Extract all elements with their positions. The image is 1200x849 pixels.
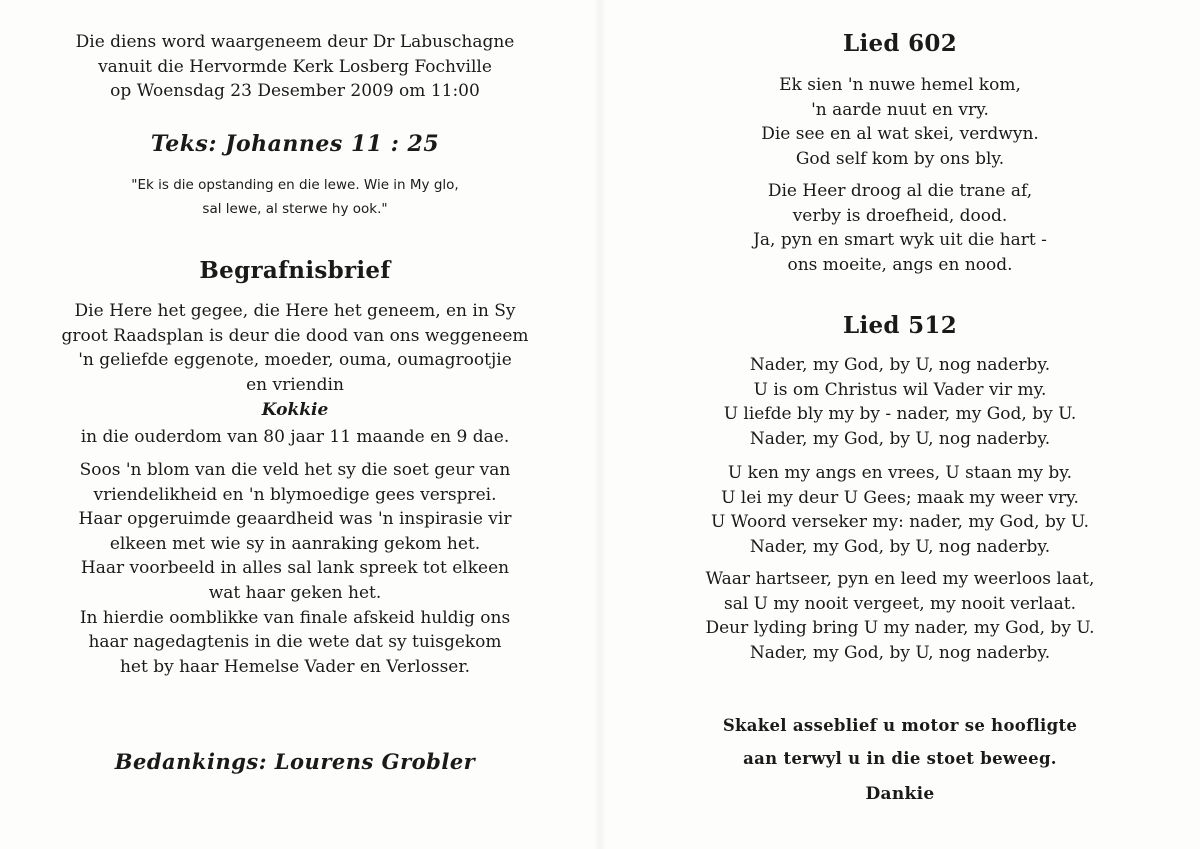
letter-line: Haar voorbeeld in alles sal lank spreek tot elkeen xyxy=(80,558,510,579)
letter-line: Die Here het gegee, die Here het geneem, en in Sy xyxy=(74,301,516,321)
letter-line: wat haar geken het. xyxy=(208,582,382,603)
age-line: in die ouderdom van 80 jaar 11 maande en 9 dae. xyxy=(80,427,510,447)
scripture-heading: Teks: Johannes 11 : 25 xyxy=(150,131,440,157)
verse-line: U Woord verseker my: nader, my God, by U. xyxy=(710,512,1090,533)
letter-line: 'n geliefde eggenote, moeder, ouma, oumagrootjie xyxy=(78,350,512,371)
letter-line: vriendelikheid en 'n blymoedige gees versprei. xyxy=(93,484,497,505)
intro-line: Die diens word waargeneem deur Dr Labuschagne xyxy=(75,32,515,52)
verse-line: Deur lyding bring U my nader, my God, by U. xyxy=(705,618,1095,639)
hymn-512-verse-2 xyxy=(600,461,1200,559)
hymn-602-verse-1 xyxy=(600,73,1200,171)
quote-line: sal lewe, al sterwe hy ook." xyxy=(202,201,388,217)
service-intro xyxy=(0,30,590,104)
verse-line: Die see en al wat skei, verdwyn. xyxy=(761,124,1039,145)
verse-line: U lei my deur U Gees; maak my weer vry. xyxy=(721,487,1079,508)
verse-line: Nader, my God, by U, nog naderby. xyxy=(749,642,1051,663)
intro-line: vanuit die Hervormde Kerk Losberg Fochville xyxy=(98,56,492,77)
verse-line: Nader, my God, by U, nog naderby. xyxy=(749,428,1051,449)
verse-line: Nader, my God, by U, nog naderby. xyxy=(749,536,1051,557)
verse-line: Ek sien 'n nuwe hemel kom, xyxy=(779,75,1021,95)
verse-line: Waar hartseer, pyn en leed my weerloos laat, xyxy=(705,569,1095,589)
letter-line: elkeen met wie sy in aanraking gekom het. xyxy=(109,533,481,554)
headlights-notice xyxy=(600,709,1200,775)
letter-line: en vriendin xyxy=(246,374,344,395)
notice-line: aan terwyl u in die stoet beweeg. xyxy=(743,749,1057,768)
letter-heading: Begrafnisbrief xyxy=(199,257,391,284)
hymn-602-title: Lied 602 xyxy=(842,30,958,57)
verse-line: Nader, my God, by U, nog naderby. xyxy=(749,355,1051,375)
hymn-512-verse-3 xyxy=(600,567,1200,665)
notice-line: Skakel asseblief u motor se hoofligte xyxy=(722,716,1078,735)
left-page xyxy=(0,0,590,849)
letter-line: haar nagedagtenis in die wete dat sy tuisgekom xyxy=(88,632,502,653)
letter-line: groot Raadsplan is deur die dood van ons weggeneem xyxy=(61,325,529,346)
verse-line: 'n aarde nuut en vry. xyxy=(811,99,989,120)
letter-line: In hierdie oomblikke van finale afskeid huldig ons xyxy=(79,607,511,628)
verse-line: U ken my angs en vrees, U staan my by. xyxy=(727,463,1073,483)
verse-line: Ja, pyn en smart wyk uit die hart - xyxy=(753,230,1047,251)
intro-line: op Woensdag 23 Desember 2009 om 11:00 xyxy=(110,81,480,102)
verse-line: sal U my nooit vergeet, my nooit verlaat. xyxy=(723,593,1077,614)
verse-line: God self kom by ons bly. xyxy=(795,148,1005,169)
verse-line: U liefde bly my by - nader, my God, by U. xyxy=(723,404,1077,425)
hymn-512-title: Lied 512 xyxy=(842,312,958,339)
letter-line: Haar opgeruimde geaardheid was 'n inspirasie vir xyxy=(78,509,512,530)
letter-paragraph-1 xyxy=(0,299,590,397)
acknowledgements: Bedankings: Lourens Grobler xyxy=(114,749,476,774)
right-page xyxy=(600,0,1200,849)
thank-you: Dankie xyxy=(865,784,935,804)
hymn-512-verse-1 xyxy=(600,353,1200,451)
letter-paragraph-2 xyxy=(0,458,590,679)
letter-line: Soos 'n blom van die veld het sy die soet geur van xyxy=(79,460,511,480)
verse-line: ons moeite, angs en nood. xyxy=(787,254,1013,275)
verse-line: U is om Christus wil Vader vir my. xyxy=(753,379,1047,400)
scripture-quote xyxy=(0,173,590,221)
quote-line: "Ek is die opstanding en die lewe. Wie in My glo, xyxy=(131,177,459,193)
hymn-602-verse-2 xyxy=(600,179,1200,277)
deceased-name: Kokkie xyxy=(261,400,329,420)
verse-line: Die Heer droog al die trane af, xyxy=(767,181,1033,201)
letter-line: het by haar Hemelse Vader en Verlosser. xyxy=(119,656,471,677)
verse-line: verby is droefheid, dood. xyxy=(792,205,1008,226)
